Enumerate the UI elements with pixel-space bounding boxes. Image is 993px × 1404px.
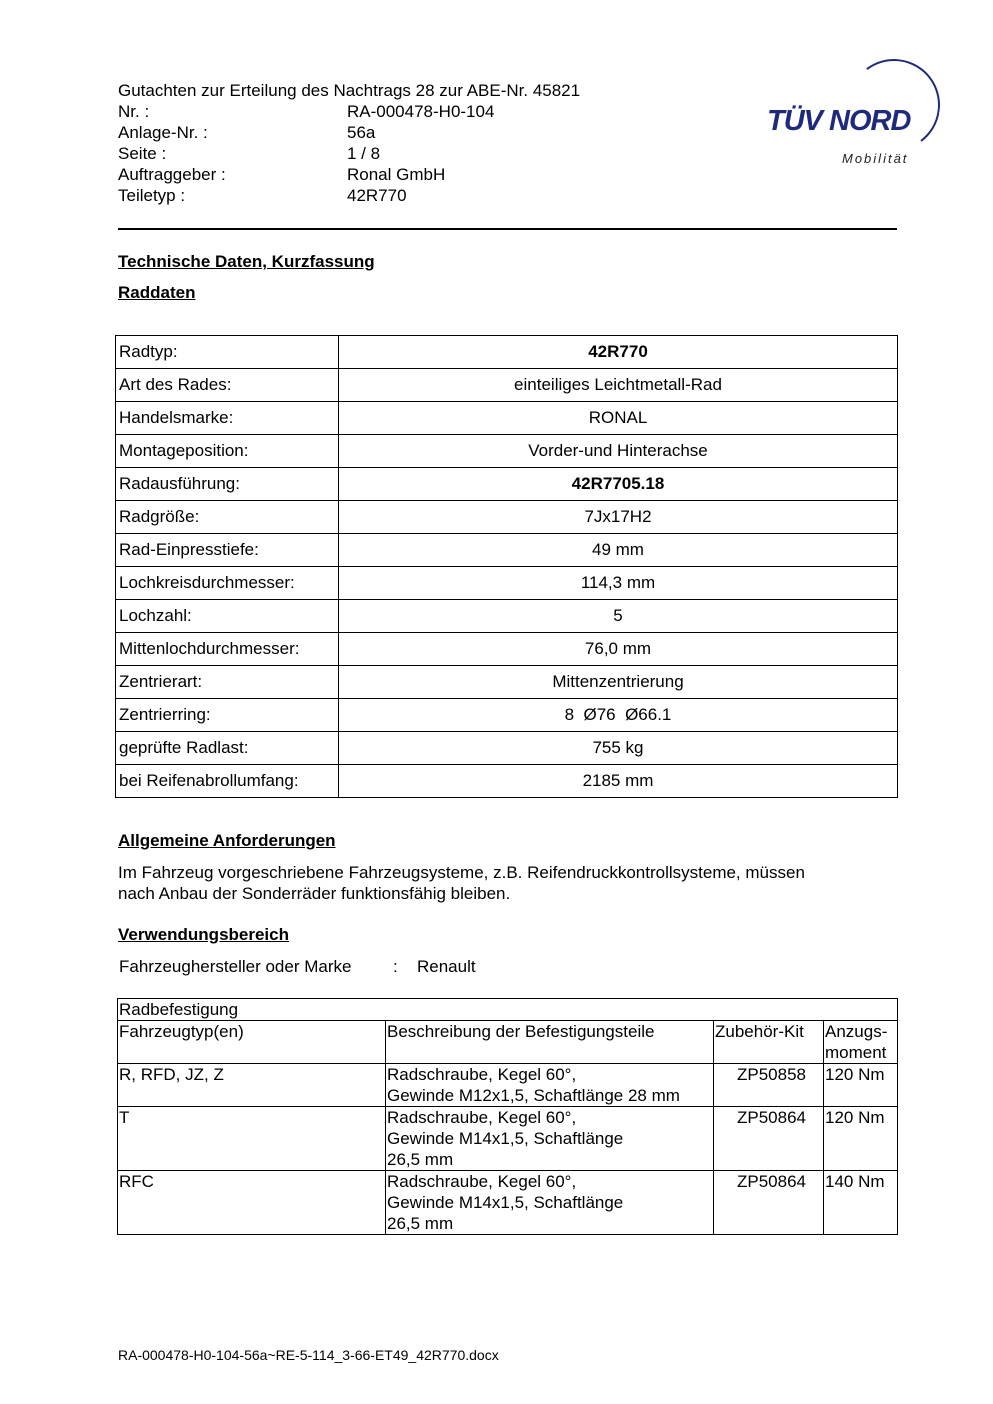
table-row — [116, 435, 898, 468]
cell-fahrzeugtyp: RFC — [118, 1171, 386, 1235]
cell-moment: 140 Nm — [824, 1171, 898, 1235]
header-key: Auftraggeber : — [118, 165, 226, 184]
table-row — [116, 600, 898, 633]
row-value: Vorder-und Hinterachse — [339, 435, 898, 468]
cell-beschreibung — [386, 1064, 714, 1107]
table-row — [116, 468, 898, 501]
column-header: Zubehör-Kit — [714, 1021, 824, 1064]
desc-line: Radschraube, Kegel 60°, — [387, 1065, 577, 1084]
raddaten-table — [115, 335, 898, 798]
cell-kit: ZP50864 — [714, 1171, 824, 1235]
row-label: geprüfte Radlast: — [116, 732, 339, 765]
hersteller-label: Fahrzeughersteller oder Marke — [119, 957, 352, 976]
heading-technical-data: Technische Daten, Kurzfassung — [118, 252, 375, 271]
logo-subtitle: Mobilität — [842, 151, 909, 166]
row-label: Rad-Einpresstiefe: — [116, 534, 339, 567]
table-header-row — [118, 1021, 898, 1064]
row-value: Mittenzentrierung — [339, 666, 898, 699]
header-line: Anzugs- — [825, 1022, 888, 1041]
row-label: Zentrierring: — [116, 699, 339, 732]
desc-line: Gewinde M14x1,5, Schaftlänge — [387, 1193, 624, 1212]
column-header: Beschreibung der Befestigungsteile — [386, 1021, 714, 1064]
row-value: 76,0 mm — [339, 633, 898, 666]
header-value: 56a — [347, 123, 376, 142]
cell-kit: ZP50858 — [714, 1064, 824, 1107]
radbefestigung-table — [117, 998, 898, 1235]
table-row — [116, 699, 898, 732]
desc-line: Gewinde M12x1,5, Schaftlänge 28 mm — [387, 1086, 680, 1105]
header-value: 42R770 — [347, 186, 407, 205]
row-value: 7Jx17H2 — [339, 501, 898, 534]
row-value: RONAL — [339, 402, 898, 435]
header-value: RA-000478-H0-104 — [347, 102, 495, 121]
row-value: 8 Ø76 Ø66.1 — [339, 699, 898, 732]
table-row — [116, 402, 898, 435]
table-row — [116, 534, 898, 567]
row-value: 2185 mm — [339, 765, 898, 798]
header-divider — [118, 228, 897, 230]
row-label: Art des Rades: — [116, 369, 339, 402]
row-value: 114,3 mm — [339, 567, 898, 600]
header-key: Anlage-Nr. : — [118, 123, 208, 142]
row-label: Montageposition: — [116, 435, 339, 468]
heading-verwendungsbereich: Verwendungsbereich — [118, 925, 289, 944]
table-row — [116, 369, 898, 402]
row-label: Zentrierart: — [116, 666, 339, 699]
desc-line: Radschraube, Kegel 60°, — [387, 1172, 577, 1191]
tuev-nord-logo — [760, 55, 945, 170]
document-title: Gutachten zur Erteilung des Nachtrags 28 zur ABE-Nr. 45821 — [118, 81, 581, 100]
hersteller-value: Renault — [417, 957, 476, 976]
table-title-row — [118, 999, 898, 1021]
paragraph-line: nach Anbau der Sonderräder funktionsfähig bleiben. — [118, 884, 511, 903]
row-value: 42R770 — [339, 336, 898, 369]
row-value: 5 — [339, 600, 898, 633]
desc-line: Radschraube, Kegel 60°, — [387, 1108, 577, 1127]
row-value: 755 kg — [339, 732, 898, 765]
table-row — [118, 1064, 898, 1107]
cell-moment: 120 Nm — [824, 1064, 898, 1107]
cell-fahrzeugtyp: R, RFD, JZ, Z — [118, 1064, 386, 1107]
header-value: 1 / 8 — [347, 144, 381, 163]
row-label: Radausführung: — [116, 468, 339, 501]
cell-beschreibung — [386, 1107, 714, 1171]
header-key: Nr. : — [118, 102, 150, 121]
cell-kit: ZP50864 — [714, 1107, 824, 1171]
header-key: Teiletyp : — [118, 186, 186, 205]
allgemein-paragraph — [118, 862, 897, 904]
cell-beschreibung — [386, 1171, 714, 1235]
header-key: Seite : — [118, 144, 167, 163]
table-row — [116, 666, 898, 699]
desc-line: Gewinde M14x1,5, Schaftlänge — [387, 1129, 624, 1148]
row-label: Lochzahl: — [116, 600, 339, 633]
header-value: Ronal GmbH — [347, 165, 446, 184]
column-header — [824, 1021, 898, 1064]
header-line: moment — [825, 1043, 887, 1062]
table-row — [116, 633, 898, 666]
desc-line: 26,5 mm — [387, 1150, 454, 1169]
table-row — [116, 501, 898, 534]
heading-raddaten: Raddaten — [118, 283, 196, 302]
logo-brand: TÜV NORD — [767, 105, 911, 137]
desc-line: 26,5 mm — [387, 1214, 454, 1233]
row-label: bei Reifenabrollumfang: — [116, 765, 339, 798]
table-row — [116, 567, 898, 600]
row-label: Lochkreisdurchmesser: — [116, 567, 339, 600]
row-value: 42R7705.18 — [339, 468, 898, 501]
row-value: einteiliges Leichtmetall-Rad — [339, 369, 898, 402]
row-label: Radgröße: — [116, 501, 339, 534]
footer-filename: RA-000478-H0-104-56a~RE-5-114_3-66-ET49_42R770.docx — [118, 1347, 499, 1363]
row-label: Radtyp: — [116, 336, 339, 369]
row-label: Handelsmarke: — [116, 402, 339, 435]
hersteller-separator: : — [393, 957, 398, 976]
paragraph-line: Im Fahrzeug vorgeschriebene Fahrzeugsysteme, z.B. Reifendruckkontrollsysteme, müssen — [118, 863, 805, 882]
table-title: Radbefestigung — [118, 999, 898, 1021]
table-row — [118, 1107, 898, 1171]
row-value: 49 mm — [339, 534, 898, 567]
table-row — [116, 732, 898, 765]
cell-fahrzeugtyp: T — [118, 1107, 386, 1171]
table-row — [116, 765, 898, 798]
cell-moment: 120 Nm — [824, 1107, 898, 1171]
table-row — [118, 1171, 898, 1235]
column-header: Fahrzeugtyp(en) — [118, 1021, 386, 1064]
row-label: Mittenlochdurchmesser: — [116, 633, 339, 666]
table-row — [116, 336, 898, 369]
heading-allgemeine-anforderungen: Allgemeine Anforderungen — [118, 831, 336, 850]
